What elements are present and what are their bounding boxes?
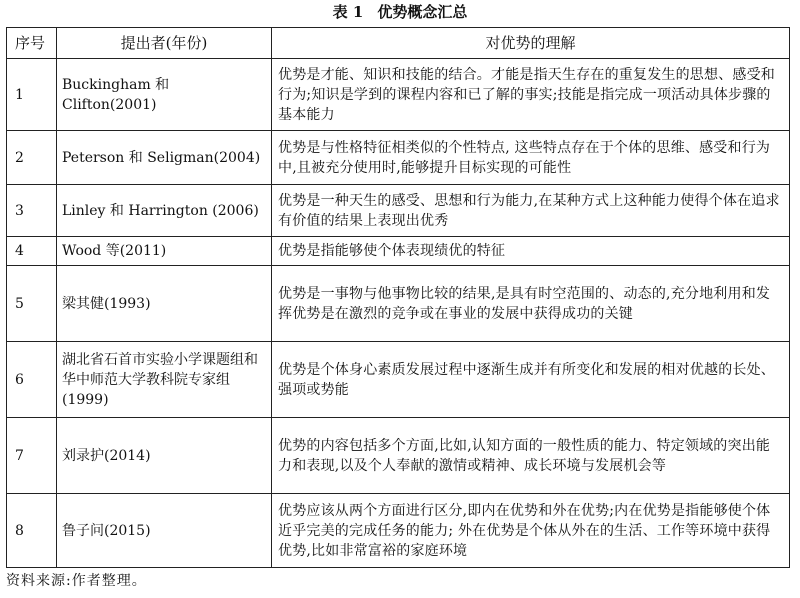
row-number: 8 xyxy=(7,494,57,568)
table-number: 表 1 xyxy=(332,3,364,21)
row-understanding: 优势是一种天生的感受、思想和行为能力,在某种方式上这种能力使得个体在追求有价值的结果上表现出优秀 xyxy=(272,185,790,237)
row-number: 1 xyxy=(7,59,57,131)
row-number: 5 xyxy=(7,266,57,342)
row-proposer: 湖北省石首市实验小学课题组和华中师范大学教科院专家组(1999) xyxy=(57,342,272,418)
table-title: 优势概念汇总 xyxy=(377,3,468,21)
table-row xyxy=(7,185,790,237)
row-proposer: 刘录护(2014) xyxy=(57,418,272,494)
header-number: 序号 xyxy=(7,28,57,59)
row-understanding: 优势的内容包括多个方面,比如,认知方面的一般性质的能力、特定领域的突出能力和表现,以及个人奉献的激情或精神、成长环境与发展机会等 xyxy=(272,418,790,494)
row-proposer: 鲁子问(2015) xyxy=(57,494,272,568)
row-understanding: 优势是一事物与他事物比较的结果,是具有时空范围的、动态的,充分地利用和发挥优势是在激烈的竞争或在事业的发展中获得成功的关键 xyxy=(272,266,790,342)
table-row xyxy=(7,418,790,494)
row-proposer: 梁其健(1993) xyxy=(57,266,272,342)
row-proposer: Wood 等(2011) xyxy=(57,237,272,266)
table-row xyxy=(7,266,790,342)
table-row xyxy=(7,237,790,266)
table-row xyxy=(7,494,790,568)
header-understanding: 对优势的理解 xyxy=(272,28,790,59)
row-number: 3 xyxy=(7,185,57,237)
row-understanding: 优势是个体身心素质发展过程中逐渐生成并有所变化和发展的相对优越的长处、强项或势能 xyxy=(272,342,790,418)
table-caption xyxy=(0,2,800,22)
row-number: 6 xyxy=(7,342,57,418)
table-row xyxy=(7,131,790,185)
header-proposer: 提出者(年份) xyxy=(57,28,272,59)
row-understanding: 优势是与性格特征相类似的个性特点, 这些特点存在于个体的思维、感受和行为中,且被充分使用时,能够提升目标实现的可能性 xyxy=(272,131,790,185)
row-number: 7 xyxy=(7,418,57,494)
strength-concepts-table xyxy=(6,27,790,568)
row-understanding: 优势是指能够使个体表现绩优的特征 xyxy=(272,237,790,266)
header-row xyxy=(7,28,790,59)
row-understanding: 优势是才能、知识和技能的结合。才能是指天生存在的重复发生的思想、感受和行为;知识是学到的课程内容和已了解的事实;技能是指完成一项活动具体步骤的基本能力 xyxy=(272,59,790,131)
table-row xyxy=(7,59,790,131)
source-note: 资料来源:作者整理。 xyxy=(6,573,147,589)
row-understanding: 优势应该从两个方面进行区分,即内在优势和外在优势;内在优势是指能够使个体近乎完美的完成任务的能力; 外在优势是个体从外在的生活、工作等环境中获得优势,比如非常富裕的家庭环境 xyxy=(272,494,790,568)
row-number: 2 xyxy=(7,131,57,185)
row-number: 4 xyxy=(7,237,57,266)
row-proposer: Buckingham 和 Clifton(2001) xyxy=(57,59,272,131)
row-proposer: Linley 和 Harrington (2006) xyxy=(57,185,272,237)
table-row xyxy=(7,342,790,418)
row-proposer: Peterson 和 Seligman(2004) xyxy=(57,131,272,185)
